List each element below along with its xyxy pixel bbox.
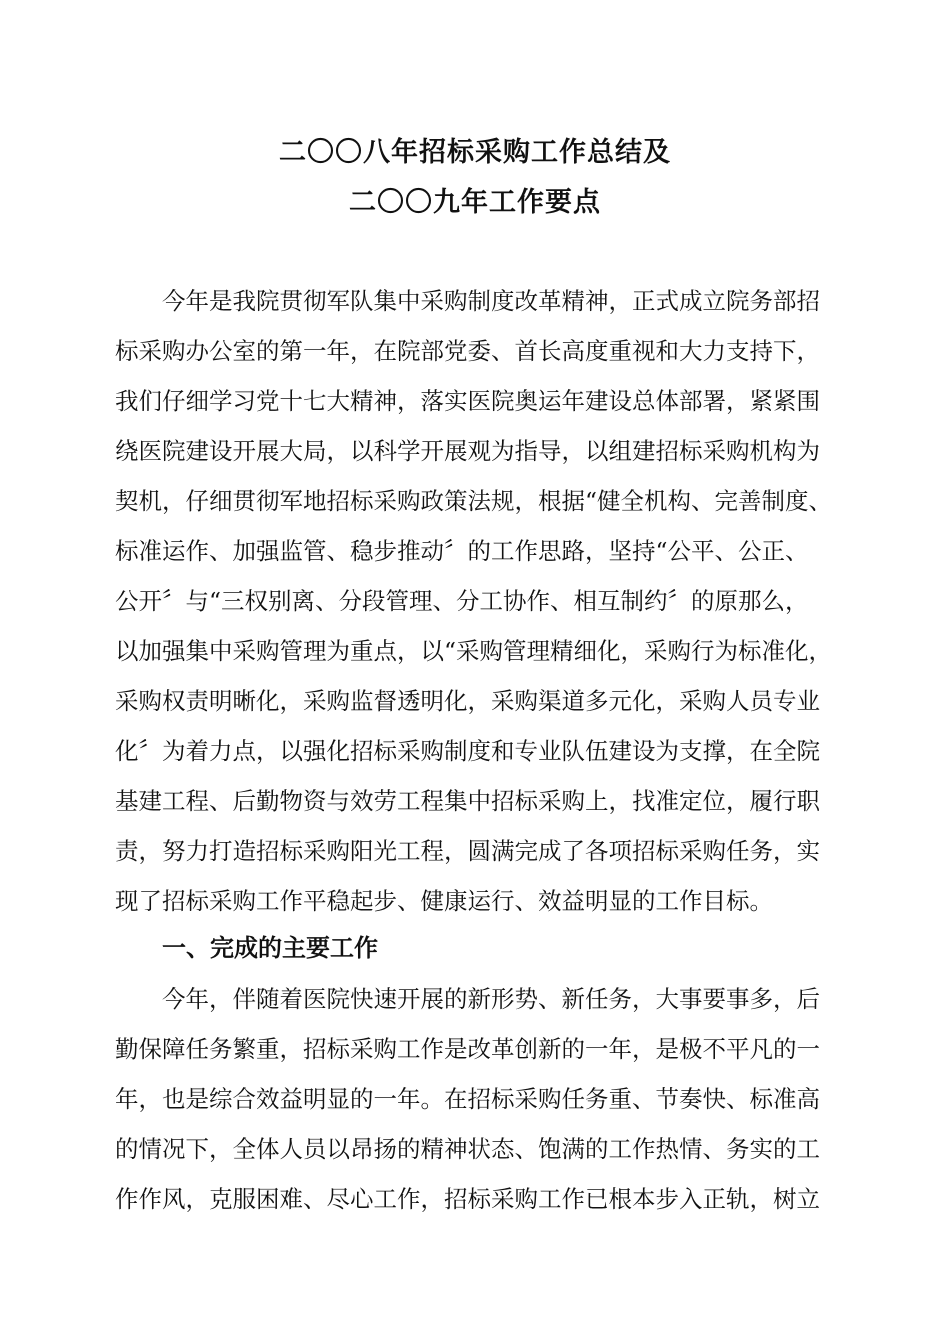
paragraph-line: 契机，仔细贯彻军地招标采购政策法规，根据“健全机构、完善制度、	[115, 487, 833, 515]
paragraph-line: 以加强集中采购管理为重点，以“采购管理精细化，采购行为标准化，	[115, 637, 833, 665]
section-heading: 一、完成的主要工作	[162, 934, 378, 962]
paragraph-line: 作作风，克服困难、尽心工作，招标采购工作已根本步入正轨，树立	[115, 1185, 820, 1213]
paragraph-line: 现了招标采购工作平稳起步、健康运行、效益明显的工作目标。	[115, 887, 773, 915]
paragraph-line: 基建工程、后勤物资与效劳工程集中招标采购上，找准定位，履行职	[115, 787, 820, 815]
paragraph-line: 年，也是综合效益明显的一年。在招标采购任务重、节奏快、标准高	[115, 1085, 820, 1113]
document-title-line-2: 二〇〇九年工作要点	[349, 187, 601, 218]
paragraph-line: 勤保障任务繁重，招标采购工作是改革创新的一年，是极不平凡的一	[115, 1035, 820, 1063]
paragraph-line: 今年是我院贯彻军队集中采购制度改革精神，正式成立院务部招	[162, 287, 820, 315]
paragraph-line: 的情况下，全体人员以昂扬的精神状态、饱满的工作热情、务实的工	[115, 1135, 820, 1163]
paragraph-line: 今年，伴随着医院快速开展的新形势、新任务，大事要事多，后	[162, 985, 820, 1013]
paragraph-line: 绕医院建设开展大局，以科学开展观为指导，以组建招标采购机构为	[115, 437, 820, 465]
paragraph-line: 标准运作、加强监管、稳步推动〞的工作思路，坚持“公平、公正、	[115, 537, 809, 565]
paragraph-line: 化〞为着力点，以强化招标采购制度和专业队伍建设为支撑，在全院	[115, 737, 820, 765]
paragraph-line: 公开〞与“三权别离、分段管理、分工协作、相互制约〞的原那么，	[115, 587, 809, 615]
paragraph-line: 责，努力打造招标采购阳光工程，圆满完成了各项招标采购任务，实	[115, 837, 820, 865]
paragraph-line: 我们仔细学习党十七大精神，落实医院奥运年建设总体部署，紧紧围	[115, 387, 820, 415]
paragraph-line: 标采购办公室的第一年，在院部党委、首长高度重视和大力支持下，	[115, 337, 820, 365]
document-title-line-1: 二〇〇八年招标采购工作总结及	[279, 137, 671, 168]
paragraph-line: 采购权责明晰化，采购监督透明化，采购渠道多元化，采购人员专业	[115, 687, 820, 715]
